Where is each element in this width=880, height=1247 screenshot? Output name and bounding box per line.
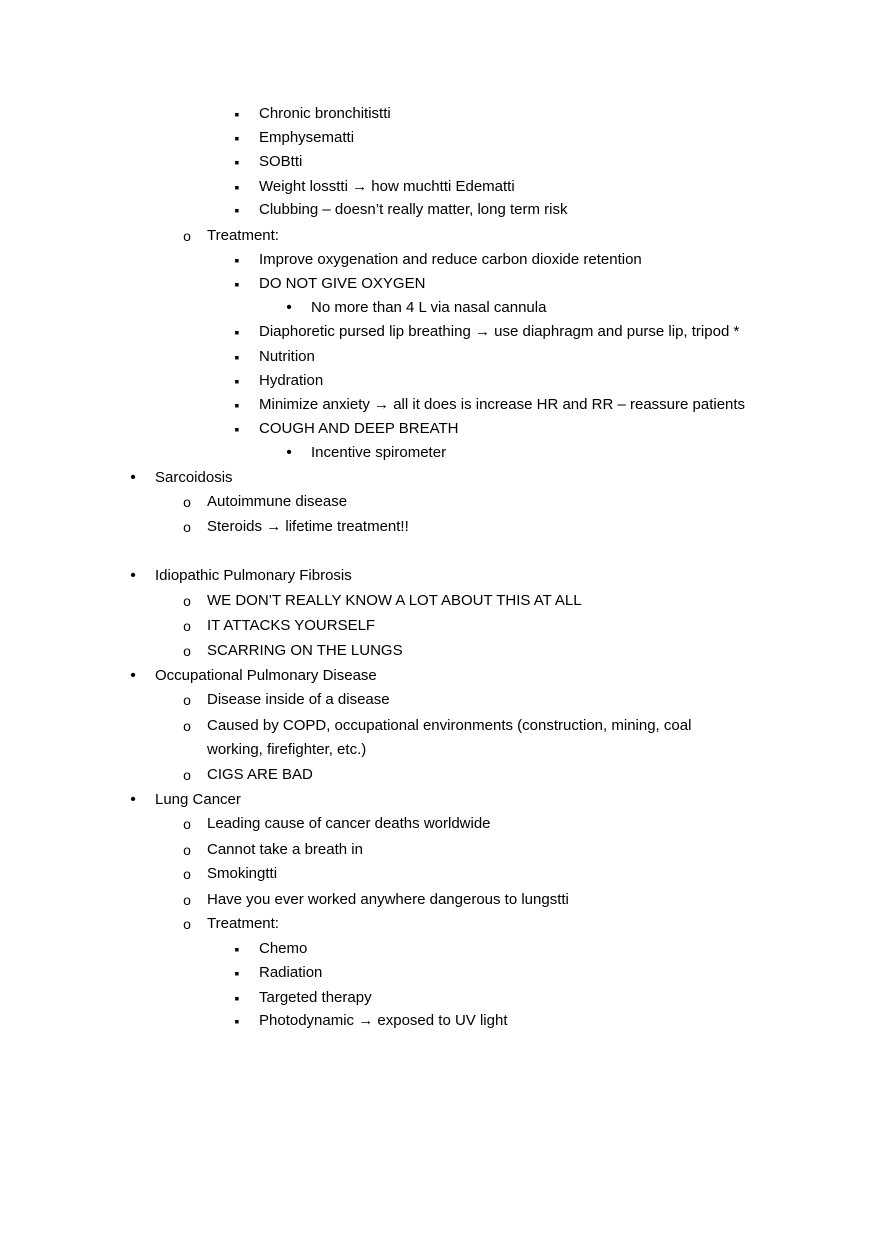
circle-bullet — [180, 915, 194, 934]
list-item: Idiopathic Pulmonary Fibrosis — [155, 567, 352, 584]
list-item-text: how muchtti Edematti — [371, 178, 515, 195]
arrow-icon: → — [352, 178, 368, 195]
square-bullet — [230, 178, 244, 197]
square-bullet — [230, 372, 244, 391]
list-item-text: Minimize anxiety — [259, 396, 370, 413]
list-item: Radiation — [259, 964, 323, 981]
circle-bullet — [180, 891, 194, 910]
list-item-text: lifetime treatment!! — [285, 518, 409, 535]
list-item — [259, 1012, 507, 1030]
list-item-text: exposed to UV light — [377, 1012, 508, 1029]
list-item-text: use diaphragm and purse lip, tripod * — [494, 323, 740, 340]
list-item: DO NOT GIVE OXYGEN — [259, 275, 426, 292]
list-item: IT ATTACKS YOURSELF — [207, 617, 376, 634]
square-bullet — [230, 129, 244, 148]
arrow-icon: → — [358, 1012, 374, 1029]
list-item: Hydration — [259, 372, 324, 389]
dot-bullet — [126, 469, 140, 487]
list-item: Smokingtti — [207, 865, 278, 882]
dot-bullet — [126, 667, 140, 685]
dot-bullet — [282, 299, 296, 317]
square-bullet — [230, 275, 244, 294]
square-bullet — [230, 201, 244, 220]
square-bullet — [230, 964, 244, 983]
list-item — [259, 323, 739, 341]
circle-bullet — [180, 617, 194, 636]
list-item: No more than 4 L via nasal cannula — [311, 299, 547, 316]
list-item: Improve oxygenation and reduce carbon dioxide retention — [259, 251, 642, 268]
list-item: Incentive spirometer — [311, 444, 447, 461]
arrow-icon: → — [374, 396, 390, 413]
circle-bullet — [180, 717, 194, 736]
list-item: WE DON’T REALLY KNOW A LOT ABOUT THIS AT ALL — [207, 592, 582, 609]
circle-bullet — [180, 592, 194, 611]
list-item: Caused by COPD, occupational environments (construction, mining, coal — [207, 717, 692, 734]
list-item: Targeted therapy — [259, 989, 372, 1006]
list-item: Chemo — [259, 940, 308, 957]
dot-bullet — [126, 567, 140, 585]
square-bullet — [230, 940, 244, 959]
circle-bullet — [180, 841, 194, 860]
list-item-text: Steroids — [207, 518, 263, 535]
circle-bullet — [180, 766, 194, 785]
list-item: SOBtti — [259, 153, 303, 170]
circle-bullet — [180, 815, 194, 834]
square-bullet — [230, 396, 244, 415]
list-item-continuation: working, firefighter, etc.) — [207, 741, 367, 758]
list-item: Occupational Pulmonary Disease — [155, 667, 377, 684]
dot-bullet — [126, 791, 140, 809]
square-bullet — [230, 323, 244, 342]
list-item: Emphysematti — [259, 129, 355, 146]
square-bullet — [230, 989, 244, 1008]
list-item — [259, 178, 515, 196]
list-item: Cannot take a breath in — [207, 841, 363, 858]
list-item — [259, 396, 745, 414]
list-item: Treatment: — [207, 915, 279, 932]
list-item: Treatment: — [207, 227, 279, 244]
list-item: Leading cause of cancer deaths worldwide — [207, 815, 491, 832]
arrow-icon: → — [474, 323, 490, 340]
square-bullet — [230, 153, 244, 172]
circle-bullet — [180, 642, 194, 661]
list-item: Autoimmune disease — [207, 493, 348, 510]
arrow-icon: → — [266, 518, 282, 535]
list-item-text: Photodynamic — [259, 1012, 355, 1029]
square-bullet — [230, 420, 244, 439]
list-item: Clubbing – doesn’t really matter, long term risk — [259, 201, 568, 218]
list-item: CIGS ARE BAD — [207, 766, 313, 783]
list-item: Nutrition — [259, 348, 315, 365]
list-item: Have you ever worked anywhere dangerous to lungstti — [207, 891, 569, 908]
square-bullet — [230, 251, 244, 270]
list-item — [207, 518, 409, 536]
list-item: COUGH AND DEEP BREATH — [259, 420, 459, 437]
circle-bullet — [180, 691, 194, 710]
square-bullet — [230, 1012, 244, 1031]
list-item-text: all it does is increase HR and RR – reassure patients — [393, 396, 746, 413]
dot-bullet — [282, 444, 296, 462]
list-item: Lung Cancer — [155, 791, 241, 808]
circle-bullet — [180, 865, 194, 884]
list-item: Sarcoidosis — [155, 469, 233, 486]
list-item: Chronic bronchitistti — [259, 105, 391, 122]
square-bullet — [230, 348, 244, 367]
list-item-text: Weight losstti — [259, 178, 348, 195]
list-item-text: Diaphoretic pursed lip breathing — [259, 323, 471, 340]
circle-bullet — [180, 227, 194, 246]
circle-bullet — [180, 518, 194, 537]
list-item: SCARRING ON THE LUNGS — [207, 642, 403, 659]
list-item: Disease inside of a disease — [207, 691, 390, 708]
circle-bullet — [180, 493, 194, 512]
square-bullet — [230, 105, 244, 124]
